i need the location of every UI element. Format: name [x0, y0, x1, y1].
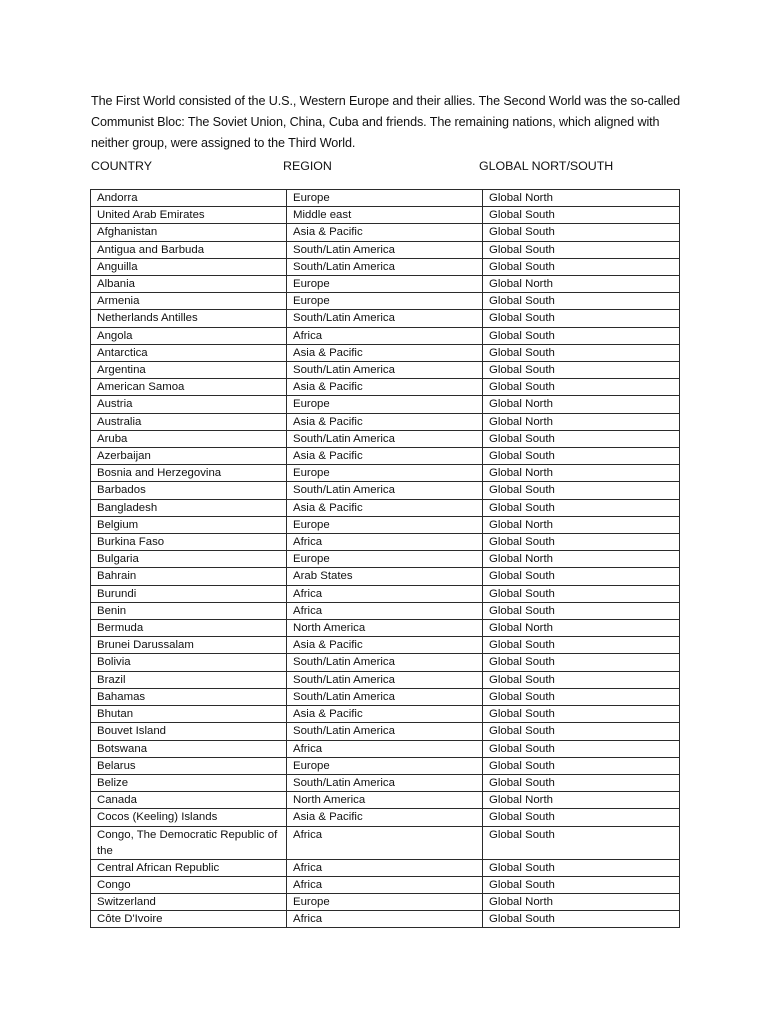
global-cell: Global South [483, 602, 680, 619]
column-headings [0, 159, 768, 179]
region-cell: Africa [287, 876, 483, 893]
global-cell: Global South [483, 876, 680, 893]
country-cell: Burkina Faso [91, 534, 287, 551]
table-row [91, 568, 680, 585]
table-row [91, 224, 680, 241]
country-cell: Brazil [91, 671, 287, 688]
table-row [91, 774, 680, 791]
table-row [91, 534, 680, 551]
country-cell: Belize [91, 774, 287, 791]
table-row [91, 465, 680, 482]
region-cell: Europe [287, 465, 483, 482]
global-cell: Global South [483, 688, 680, 705]
region-cell: Africa [287, 826, 483, 859]
global-cell: Global South [483, 310, 680, 327]
table-body [91, 190, 680, 928]
global-cell: Global South [483, 826, 680, 859]
region-cell: Asia & Pacific [287, 413, 483, 430]
table-row [91, 706, 680, 723]
region-cell: Middle east [287, 207, 483, 224]
region-cell: Europe [287, 516, 483, 533]
country-cell: Albania [91, 276, 287, 293]
country-cell: Netherlands Antilles [91, 310, 287, 327]
global-cell: Global South [483, 362, 680, 379]
country-cell: Benin [91, 602, 287, 619]
region-cell: Africa [287, 327, 483, 344]
table-row [91, 499, 680, 516]
global-cell: Global South [483, 499, 680, 516]
global-cell: Global South [483, 774, 680, 791]
table-row [91, 516, 680, 533]
global-cell: Global South [483, 207, 680, 224]
table-row [91, 207, 680, 224]
table-row [91, 241, 680, 258]
country-cell: Bosnia and Herzegovina [91, 465, 287, 482]
country-cell: Antarctica [91, 344, 287, 361]
global-cell: Global South [483, 258, 680, 275]
table-row [91, 344, 680, 361]
global-cell: Global South [483, 740, 680, 757]
table-row [91, 859, 680, 876]
country-cell: Côte D'Ivoire [91, 911, 287, 928]
region-cell: South/Latin America [287, 688, 483, 705]
country-cell: Australia [91, 413, 287, 430]
region-cell: South/Latin America [287, 774, 483, 791]
country-cell: Bolivia [91, 654, 287, 671]
table-row [91, 688, 680, 705]
region-cell: Africa [287, 911, 483, 928]
table-row [91, 362, 680, 379]
region-cell: Asia & Pacific [287, 448, 483, 465]
global-cell: Global North [483, 551, 680, 568]
region-cell: Africa [287, 585, 483, 602]
region-cell: Europe [287, 276, 483, 293]
table-row [91, 809, 680, 826]
country-cell: Bulgaria [91, 551, 287, 568]
country-cell: Bahrain [91, 568, 287, 585]
table-row [91, 740, 680, 757]
table-row [91, 482, 680, 499]
global-cell: Global North [483, 516, 680, 533]
country-cell: Bangladesh [91, 499, 287, 516]
global-cell: Global South [483, 379, 680, 396]
country-cell: Bahamas [91, 688, 287, 705]
country-cell: Burundi [91, 585, 287, 602]
region-cell: Africa [287, 859, 483, 876]
table-row [91, 551, 680, 568]
global-cell: Global South [483, 327, 680, 344]
region-cell: South/Latin America [287, 482, 483, 499]
global-cell: Global North [483, 276, 680, 293]
table-row [91, 723, 680, 740]
country-cell: Central African Republic [91, 859, 287, 876]
region-cell: South/Latin America [287, 241, 483, 258]
table-row [91, 585, 680, 602]
region-cell: Asia & Pacific [287, 224, 483, 241]
region-cell: South/Latin America [287, 654, 483, 671]
table-row [91, 293, 680, 310]
region-cell: Asia & Pacific [287, 637, 483, 654]
region-cell: Europe [287, 757, 483, 774]
region-cell: Africa [287, 602, 483, 619]
table-row [91, 430, 680, 447]
country-cell: Aruba [91, 430, 287, 447]
table-row [91, 826, 680, 859]
global-cell: Global South [483, 654, 680, 671]
country-cell: American Samoa [91, 379, 287, 396]
region-cell: Europe [287, 396, 483, 413]
region-cell: Europe [287, 293, 483, 310]
table-row [91, 396, 680, 413]
country-cell: Switzerland [91, 893, 287, 910]
country-cell: Brunei Darussalam [91, 637, 287, 654]
global-cell: Global South [483, 859, 680, 876]
country-cell: Argentina [91, 362, 287, 379]
global-cell: Global South [483, 706, 680, 723]
country-cell: Anguilla [91, 258, 287, 275]
region-cell: Europe [287, 551, 483, 568]
global-cell: Global South [483, 809, 680, 826]
country-cell: Andorra [91, 190, 287, 207]
global-cell: Global North [483, 413, 680, 430]
global-cell: Global South [483, 757, 680, 774]
global-cell: Global South [483, 224, 680, 241]
country-cell: Canada [91, 792, 287, 809]
global-cell: Global North [483, 792, 680, 809]
table-row [91, 602, 680, 619]
region-cell: Asia & Pacific [287, 499, 483, 516]
table-row [91, 327, 680, 344]
country-heading: COUNTRY [91, 159, 153, 173]
country-cell: Congo [91, 876, 287, 893]
global-cell: Global North [483, 465, 680, 482]
country-cell: Belgium [91, 516, 287, 533]
country-cell: Austria [91, 396, 287, 413]
country-cell: United Arab Emirates [91, 207, 287, 224]
global-cell: Global North [483, 396, 680, 413]
global-cell: Global South [483, 723, 680, 740]
region-cell: North America [287, 792, 483, 809]
global-cell: Global North [483, 620, 680, 637]
global-cell: Global South [483, 344, 680, 361]
country-cell: Angola [91, 327, 287, 344]
country-cell: Bouvet Island [91, 723, 287, 740]
region-heading: REGION [283, 159, 332, 173]
table-row [91, 190, 680, 207]
country-cell: Barbados [91, 482, 287, 499]
table-row [91, 757, 680, 774]
global-cell: Global South [483, 534, 680, 551]
table-row [91, 671, 680, 688]
table-row [91, 379, 680, 396]
region-cell: Asia & Pacific [287, 379, 483, 396]
table-row [91, 792, 680, 809]
global-cell: Global South [483, 430, 680, 447]
table-row [91, 413, 680, 430]
global-cell: Global South [483, 637, 680, 654]
table-row [91, 654, 680, 671]
region-cell: South/Latin America [287, 723, 483, 740]
global-cell: Global South [483, 482, 680, 499]
global-cell: Global North [483, 893, 680, 910]
global-cell: Global South [483, 293, 680, 310]
region-cell: Arab States [287, 568, 483, 585]
table-row [91, 911, 680, 928]
country-cell: Cocos (Keeling) Islands [91, 809, 287, 826]
country-cell: Bermuda [91, 620, 287, 637]
global-cell: Global South [483, 568, 680, 585]
table-row [91, 893, 680, 910]
table-row [91, 637, 680, 654]
country-cell: Congo, The Democratic Republic of the [91, 826, 287, 859]
intro-paragraph: The First World consisted of the U.S., Western Europe and their allies. The Second World was the so-called Communist Bloc: The Soviet Union, China, Cuba and friends. The remaining nations, which aligned with neither group, were assigned to the Third World. [91, 94, 681, 150]
table-row [91, 620, 680, 637]
country-cell: Armenia [91, 293, 287, 310]
region-cell: Africa [287, 740, 483, 757]
global-cell: Global South [483, 448, 680, 465]
global-north-south-heading: GLOBAL NORT/SOUTH [479, 159, 614, 173]
region-cell: Asia & Pacific [287, 344, 483, 361]
region-cell: Asia & Pacific [287, 706, 483, 723]
region-cell: South/Latin America [287, 258, 483, 275]
table-row [91, 258, 680, 275]
table-row [91, 276, 680, 293]
table-row [91, 310, 680, 327]
global-cell: Global South [483, 911, 680, 928]
region-cell: South/Latin America [287, 671, 483, 688]
country-cell: Belarus [91, 757, 287, 774]
country-cell: Azerbaijan [91, 448, 287, 465]
region-cell: Africa [287, 534, 483, 551]
region-cell: South/Latin America [287, 310, 483, 327]
region-cell: South/Latin America [287, 430, 483, 447]
global-cell: Global South [483, 241, 680, 258]
table-row [91, 876, 680, 893]
country-cell: Antigua and Barbuda [91, 241, 287, 258]
country-cell: Botswana [91, 740, 287, 757]
global-cell: Global South [483, 671, 680, 688]
region-cell: Europe [287, 893, 483, 910]
global-cell: Global South [483, 585, 680, 602]
table-row [91, 448, 680, 465]
region-cell: North America [287, 620, 483, 637]
region-cell: Asia & Pacific [287, 809, 483, 826]
country-region-table [90, 189, 680, 928]
global-cell: Global North [483, 190, 680, 207]
country-cell: Bhutan [91, 706, 287, 723]
region-cell: Europe [287, 190, 483, 207]
country-cell: Afghanistan [91, 224, 287, 241]
region-cell: South/Latin America [287, 362, 483, 379]
